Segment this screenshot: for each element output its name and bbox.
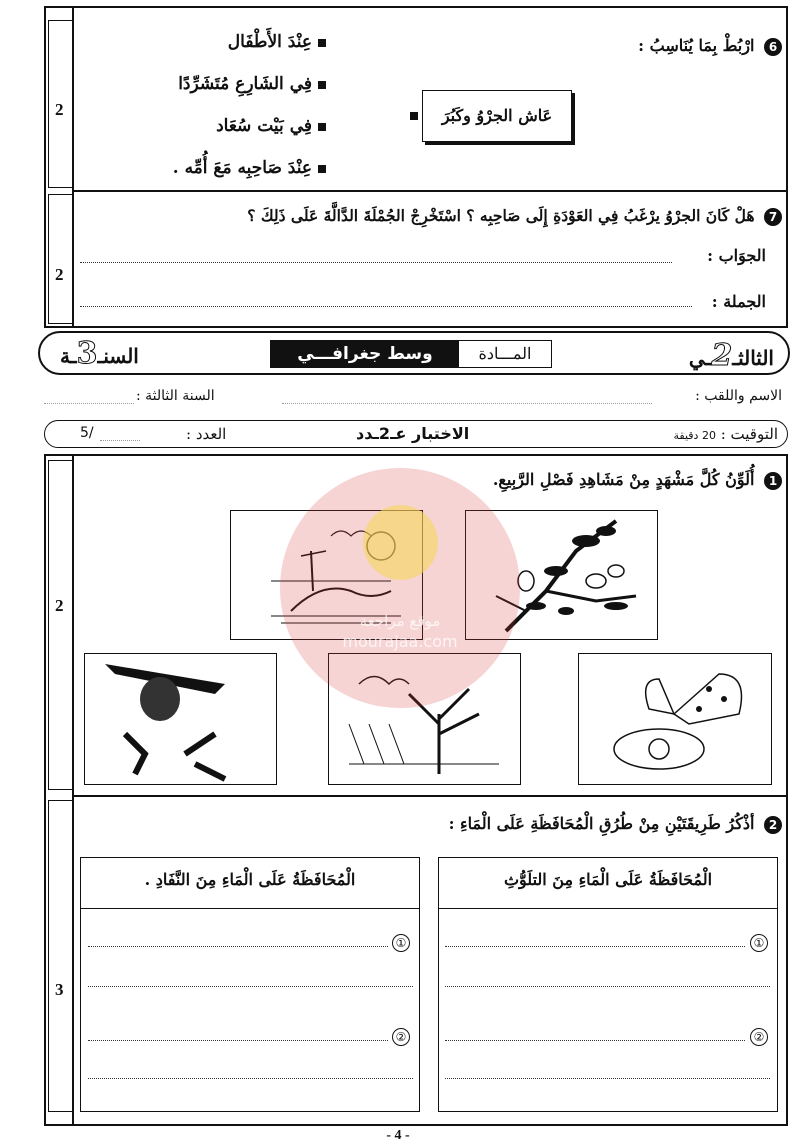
timing-label: التوقيت : 20 دقيقة	[673, 425, 778, 443]
table-depletion-header-divider	[80, 908, 420, 909]
marker-depletion-1: ①	[392, 934, 410, 952]
score-box-q2	[48, 800, 72, 1112]
answer-table-depletion	[80, 857, 420, 1112]
count-field[interactable]	[100, 440, 140, 441]
score-q1: 2	[55, 596, 64, 615]
answer-table-pollution	[438, 857, 778, 1112]
year-class-label: السنة الثالثة :	[136, 388, 215, 404]
q6-source-bullet	[410, 112, 418, 120]
q1-title-text: أُلَوِّنُ كُلَّ مَشْهَدٍ مِنْ مَشَاهِدِ فَصْلِ الرَّبِيعِ.	[492, 470, 755, 489]
test-label: الاختبار عـ2ـدد	[356, 424, 470, 443]
image-swallows-nest[interactable]	[84, 653, 277, 785]
bullet-icon	[318, 39, 326, 47]
score-box-q1	[48, 460, 72, 790]
marker-pollution-2: ②	[750, 1028, 768, 1046]
q6-source-text: عَاش الجرْوُ وكَبُرَ	[441, 106, 553, 125]
bullet-icon	[318, 123, 326, 131]
grade-label: الثالثـ2ـي	[688, 338, 774, 373]
q6-option: عِنْدَ الأَطْفَال	[126, 32, 326, 74]
q7-title	[247, 206, 782, 226]
year-class-field[interactable]	[44, 403, 134, 404]
name-label: الاسم واللقب :	[695, 388, 782, 404]
subject-value: وسط جغرافـــي	[271, 341, 459, 367]
score-box-q7	[48, 194, 72, 324]
q7-number: 7	[764, 208, 782, 226]
answer-depletion-2[interactable]	[88, 1040, 388, 1041]
q1-number: 1	[764, 472, 782, 490]
q7-answer-line[interactable]	[80, 262, 672, 263]
score-column-line-bottom	[72, 454, 74, 1126]
page-number: - 4 -	[386, 1128, 410, 1143]
q7-sentence-line[interactable]	[80, 306, 692, 307]
q7-sentence-label: الجملة :	[711, 292, 766, 311]
image-butterfly-flower[interactable]	[578, 653, 772, 785]
header-depletion: الْمُحَافَظَةُ عَلَى الْمَاءِ مِنَ النَّفَادِ .	[144, 870, 356, 889]
score-q6: 2	[55, 100, 64, 119]
q6-option: فِي الشَارِعِ مُتَشَرِّدًا	[126, 74, 326, 116]
watermark-logo	[280, 468, 520, 708]
count-value: 5/	[80, 425, 94, 441]
q6-source-box	[422, 90, 572, 142]
marker-pollution-1: ①	[750, 934, 768, 952]
q6-title-text: ارْبُطْ بِمَا يُنَاسِبُ :	[638, 36, 755, 55]
q6-number: 6	[764, 38, 782, 56]
q6-title	[638, 36, 782, 56]
watermark-book-icon	[363, 505, 438, 580]
q7-answer-label: الجوَاب :	[707, 246, 766, 265]
answer-depletion-1[interactable]	[88, 946, 388, 947]
subject-label: المـــادة	[478, 344, 532, 363]
answer-pollution-2b[interactable]	[445, 1078, 770, 1079]
answer-pollution-1[interactable]	[445, 946, 745, 947]
bullet-icon	[318, 81, 326, 89]
q2-title-text: أذْكُرُ طَرِيقَتَيْنِ مِنْ طُرُقِ الْمُحَافَظَةِ عَلَى الْمَاءِ :	[448, 814, 755, 833]
q6-option: عِنْدَ صَاحِبِه مَعَ أُمِّه .	[126, 158, 326, 200]
watermark-url: mourajaa.com	[342, 632, 458, 651]
q2-number: 2	[764, 816, 782, 834]
swallows-nest-icon	[85, 654, 275, 782]
divider-q1-q2	[72, 795, 788, 797]
table-pollution-header-divider	[438, 908, 778, 909]
answer-pollution-1b[interactable]	[445, 986, 770, 987]
butterfly-flower-icon	[579, 654, 769, 782]
answer-depletion-2b[interactable]	[88, 1078, 413, 1079]
score-column-line-top	[72, 6, 74, 328]
header-pollution: الْمُحَافَظَةُ عَلَى الْمَاءِ مِنَ التلَوُّثِ	[503, 870, 713, 889]
q6-option: فِي بَيْت سُعَاد	[126, 116, 326, 158]
watermark-text: موقع مراجعة	[359, 612, 441, 630]
answer-pollution-2[interactable]	[445, 1040, 745, 1041]
score-q2: 3	[55, 980, 64, 999]
score-q7: 2	[55, 265, 64, 284]
q7-title-text: هَلْ كَانَ الجرْوُ يرْغَبُ فِي العَوْدَةِ إِلَى صَاحِبِه ؟ اسْتَخْرِجْ الجُمْلَةَ الدَّالَّةَ عَلَى ذَلِكَ ؟	[247, 206, 755, 225]
bullet-icon	[318, 165, 326, 173]
name-field[interactable]	[282, 403, 652, 404]
q6-options	[126, 32, 326, 200]
marker-depletion-2: ②	[392, 1028, 410, 1046]
q1-title	[493, 470, 782, 490]
subject-box	[270, 340, 552, 368]
answer-depletion-1b[interactable]	[88, 986, 413, 987]
q2-title	[449, 814, 782, 834]
count-label: العدد :	[186, 425, 227, 443]
year-label: السنـ3ـة	[60, 336, 139, 371]
